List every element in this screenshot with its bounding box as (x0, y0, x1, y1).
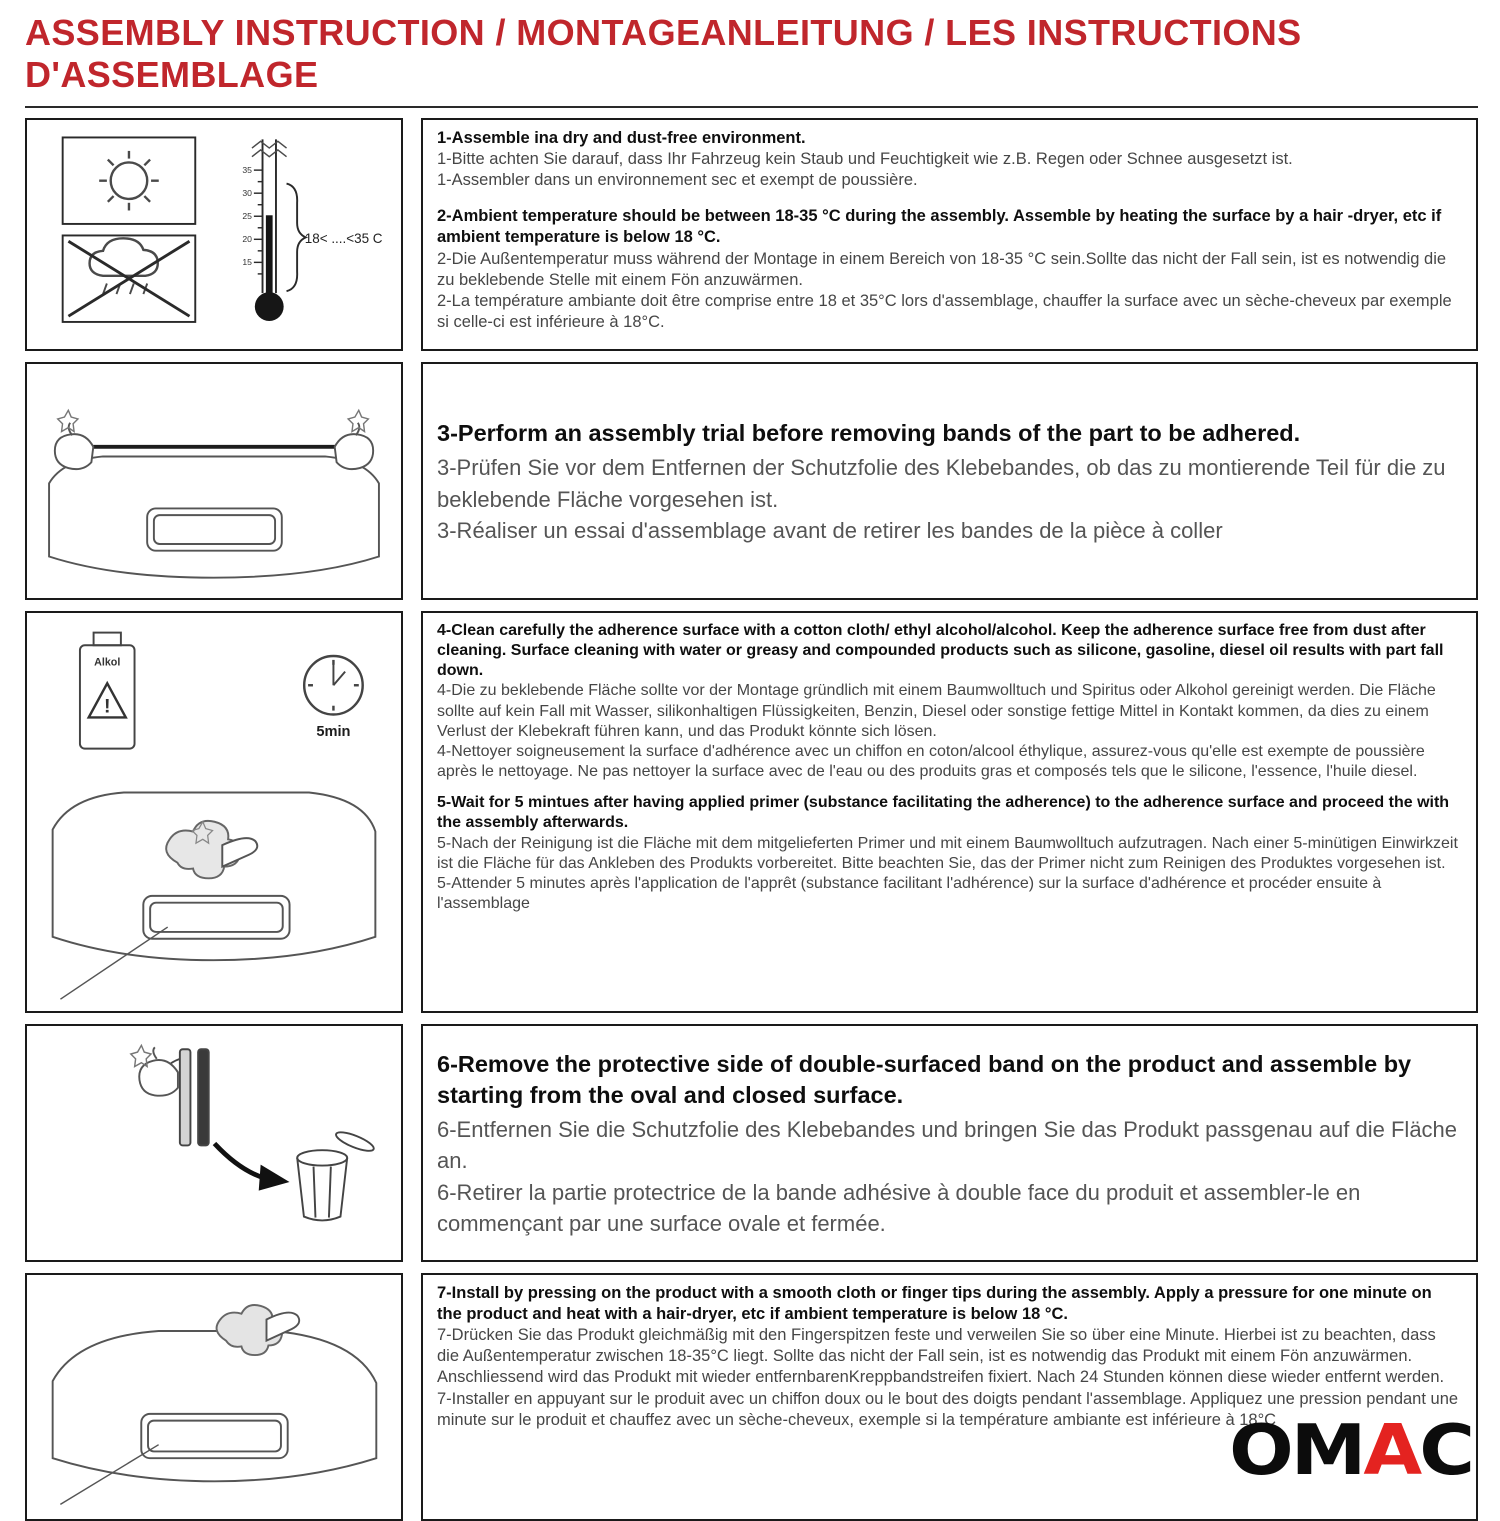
instruction-4-fr: 4-Nettoyer soigneusement la surface d'adhérence avec un chiffon en coton/alcool éthylique, assurez-vous qu'elle est exempte de poussière après le nettoyage. Ne pas nettoyer la surface avec de l'eau ou des produits gras et composés tels que le silicone, l'essence, l'huile diesel. (437, 742, 1425, 781)
logo-letter-a: A (1363, 1408, 1420, 1491)
instruction-2-de: 2-Die Außentemperatur muss während der Montage in einem Bereich von 18-35 °C sein.Sollte das nicht der Fall sein, ist es notwendig die zu beklebende Stelle mit einem Fön anzuwärmen. (437, 249, 1447, 289)
clock-icon (304, 656, 363, 715)
thermometer-scale (242, 165, 252, 267)
environment-illustration (31, 124, 397, 345)
tick-35: 35 (242, 165, 252, 176)
instruction-5-en: 5-Wait for 5 mintues after having applied primer (substance facilitating the adherence) to the adherence surface and proceed the with the assembly afterwards. (437, 794, 1450, 832)
instruction-5-fr: 5-Attender 5 minutes après l'application de l'apprêt (substance facilitant l'adhérence) sur la surface d'adhérence et procéder ensuite à l'assemblage (437, 874, 1382, 913)
instruction-6-fr: 6-Retirer la partie protectrice de la bande adhésive à double face du produit et assembler-le en commençant par une surface ovale et fermée. (437, 1179, 1361, 1236)
arrow-icon (214, 1143, 264, 1178)
instruction-1-de: 1-Bitte achten Sie darauf, dass Ihr Fahrzeug kein Staub und Feuchtigkeit wie z.B. Regen oder Schnee ausgesetzt ist. (437, 150, 1293, 169)
illustration-panel-cleaning (25, 611, 403, 1013)
cleaning-hand-icon (166, 821, 257, 878)
scale-break-squiggle (252, 141, 287, 156)
instruction-1-fr: 1-Assembler dans un environnement sec et exempt de poussière. (437, 171, 918, 190)
instruction-1-en: 1-Assemble ina dry and dust-free environment. (437, 129, 806, 147)
trash-can-icon (297, 1129, 376, 1221)
tick-25: 25 (242, 211, 252, 222)
sparkle-right (348, 410, 368, 431)
textbox-environment (421, 118, 1478, 351)
section-remove-band (25, 1024, 1478, 1262)
omac-logo (1229, 1408, 1472, 1491)
instruction-3-en: 3-Perform an assembly trial before removing bands of the part to be adhered. (437, 419, 1301, 446)
sun-frame (63, 137, 196, 223)
instruction-7-fr: 7-Installer en appuyant sur le produit avec un chiffon doux ou le bout des doigts pendant l'assemblage. Appliquez une pression pendant une minute sur le produit et chauffez avec un sèche-cheveux, exemple si la température ambiante est inférieure à 18°C (437, 1389, 1459, 1429)
alcohol-bottle-icon (80, 633, 135, 749)
textbox-remove-band (421, 1024, 1478, 1262)
section-environment (25, 118, 1478, 351)
warning-exclamation: ! (103, 695, 111, 718)
page-title: ASSEMBLY INSTRUCTION / MONTAGEANLEITUNG / LES INSTRUCTIONS D'ASSEMBLAGE (25, 12, 1302, 95)
press-install-illustration (31, 1279, 397, 1515)
pointer-line (60, 927, 167, 999)
instruction-3-de: 3-Prüfen Sie vor dem Entfernen der Schutzfolie des Klebebandes, ob das zu montierende Teil für die zu beklebende Fläche vorgesehen ist. (437, 455, 1446, 512)
instruction-7-de: 7-Drücken Sie das Produkt gleichmäßig mit den Fingerspitzen feste und verweilen Sie so über eine Minute. Hierbei ist zu beachten, dass die Außentemperatur zwischen 18-35°C liegt. Sollte das nicht der Fall sein, ist es notwendig das Produkt mit einem Fön anzuwärmen. Anschliessend wird das Produkt mit wieder entfernbarenKreppbandstreifen fixiert. Nach 24 Stunden können diese wieder entfernt werden. (437, 1326, 1445, 1387)
pointer-line (60, 1445, 158, 1505)
textbox-assembly-trial (421, 362, 1478, 600)
wait-time-label: 5min (316, 723, 351, 740)
instruction-6-en: 6-Remove the protective side of double-surfaced band on the product and assemble by starting from the oval and closed surface. (437, 1050, 1412, 1108)
tick-15: 15 (242, 257, 252, 268)
remove-band-illustration (31, 1030, 397, 1256)
instruction-2-fr: 2-La température ambiante doit être comprise entre 18 et 35°C lors d'assemblage, chauffer la surface avec un sèche-cheveux par exemple si celle-ci est inférieure à 18°C. (437, 291, 1452, 331)
warning-triangle-icon (89, 683, 126, 717)
sun-icon (99, 151, 159, 211)
illustration-panel-trial (25, 362, 403, 600)
illustration-panel-press (25, 1273, 403, 1521)
logo-letter-c: C (1419, 1408, 1472, 1491)
section-assembly-trial (25, 362, 1478, 600)
illustration-panel-environment (25, 118, 403, 351)
no-rain-icon (68, 238, 189, 316)
assembly-trial-illustration (31, 368, 397, 594)
instruction-3-fr: 3-Réaliser un essai d'assemblage avant de retirer les bandes de la pièce à coller (437, 517, 1223, 543)
range-bracket (287, 184, 306, 292)
alcohol-bottle-label: Alkol (94, 656, 121, 669)
car-panel-outline (49, 456, 379, 577)
sparkle-left (58, 410, 78, 431)
thermometer-icon (242, 139, 286, 321)
instruction-6-de: 6-Entfernen Sie die Schutzfolie des Klebebandes und bringen Sie das Produkt passgenau auf die Fläche an. (437, 1117, 1458, 1174)
textbox-cleaning (421, 611, 1478, 1013)
instruction-5-de: 5-Nach der Reinigung ist die Fläche mit dem mitgelieferten Primer und mit einem Baumwolltuch aufzutragen. Nach einer 5-minütigen Einwirkzeit ist die Fläche für das Ankleben des Produkts vorbereitet. Bitte beachten Sie, das der Primer nicht zum Reinigen des Produktes vorgesehen ist. (437, 834, 1458, 872)
logo-letters-om: OM (1229, 1408, 1364, 1491)
instruction-7-en: 7-Install by pressing on the product with a smooth cloth or finger tips during the assembly. Apply a pressure for one minute on the product and heat with a hair-dryer, etc if ambient temperature is below 18 °C. (437, 1284, 1432, 1324)
instruction-4-en: 4-Clean carefully the adherence surface with a cotton cloth/ ethyl alcohol/alcohol. Keep the adherence surface free from dust after cleaning. Surface cleaning with water or greasy and compounded products such as silicone, gasoline, diesel oil results with part fall down. (437, 622, 1444, 680)
arrow-head (259, 1165, 290, 1191)
pressing-hand-icon (217, 1305, 300, 1355)
page-header (25, 12, 1478, 108)
tick-30: 30 (242, 188, 252, 199)
section-cleaning (25, 611, 1478, 1013)
cleaning-illustration (31, 617, 397, 1007)
instruction-2-en: 2-Ambient temperature should be between 18-35 °C during the assembly. Assemble by heating the surface by a hair -dryer, etc if ambient temperature is below 18 °C. (437, 207, 1442, 247)
tick-20: 20 (242, 234, 252, 245)
peeling-hand-icon (139, 1047, 178, 1095)
illustration-panel-remove-band (25, 1024, 403, 1262)
instruction-4-de: 4-Die zu beklebende Fläche sollte vor der Montage gründlich mit einem Baumwolltuch und Spiritus oder Alkohol gereinigt werden. Die Fläche sollte auf kein Fall mit Wasser, silikonhaltigen Flüssigkeiten, Benzin, Diesel oder sonstige fettige Mittel in Kontakt kommen, da dies zu einem Verlust der Klebekraft führen kann, und das Produkt könnte sich lösen. (437, 682, 1436, 740)
temperature-range-label: 18< ....<35 C (304, 231, 383, 247)
